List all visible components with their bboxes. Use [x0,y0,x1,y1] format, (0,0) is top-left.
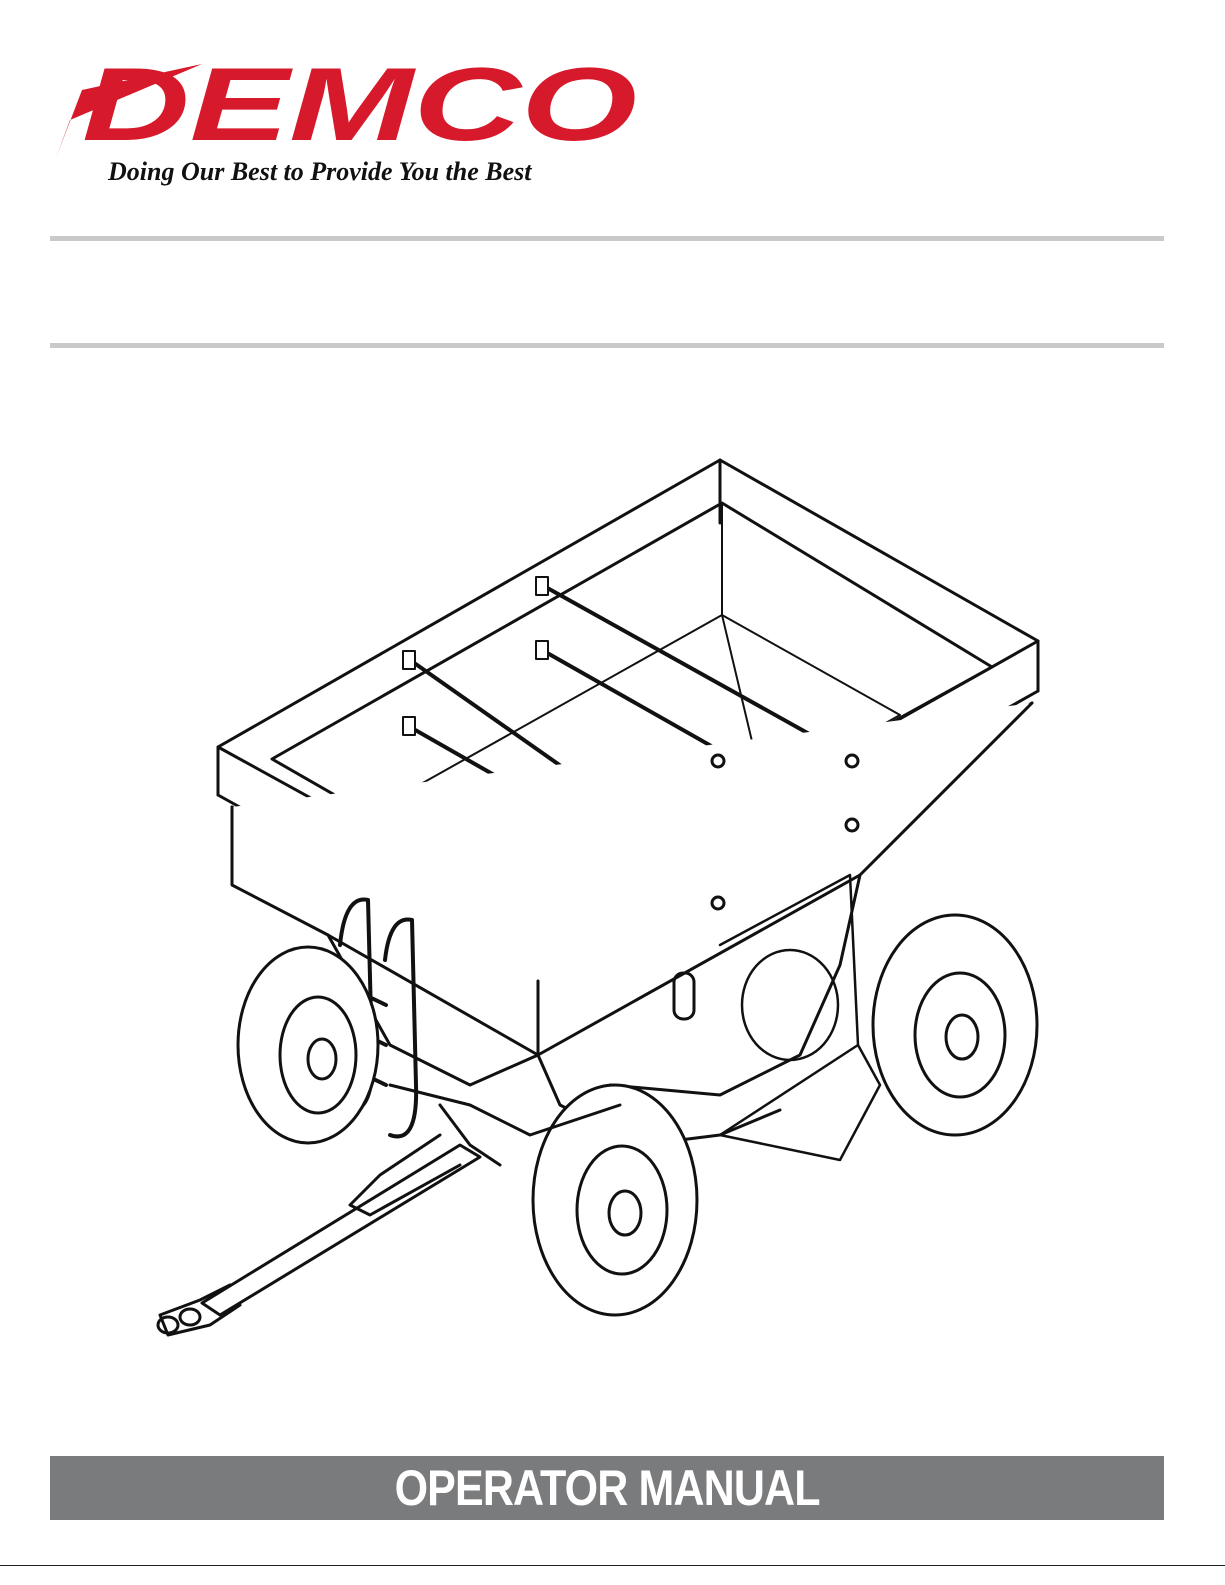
demco-logo [52,50,642,165]
tagline: Doing Our Best to Provide You the Best [108,157,532,186]
divider-bottom [50,343,1164,348]
wagon-illustration [140,445,1060,1365]
divider-top [50,236,1164,241]
wheel-rear-right [873,915,1037,1135]
footer-banner [50,1456,1164,1520]
page-bottom-edge [0,1565,1225,1566]
wheel-rear-left [238,947,378,1143]
logo-wordmark: DEMCO [82,50,637,163]
wheel-front-right [533,1085,697,1315]
manual-title: OPERATOR MANUAL [394,1460,820,1516]
hitch-tongue [158,1135,480,1335]
